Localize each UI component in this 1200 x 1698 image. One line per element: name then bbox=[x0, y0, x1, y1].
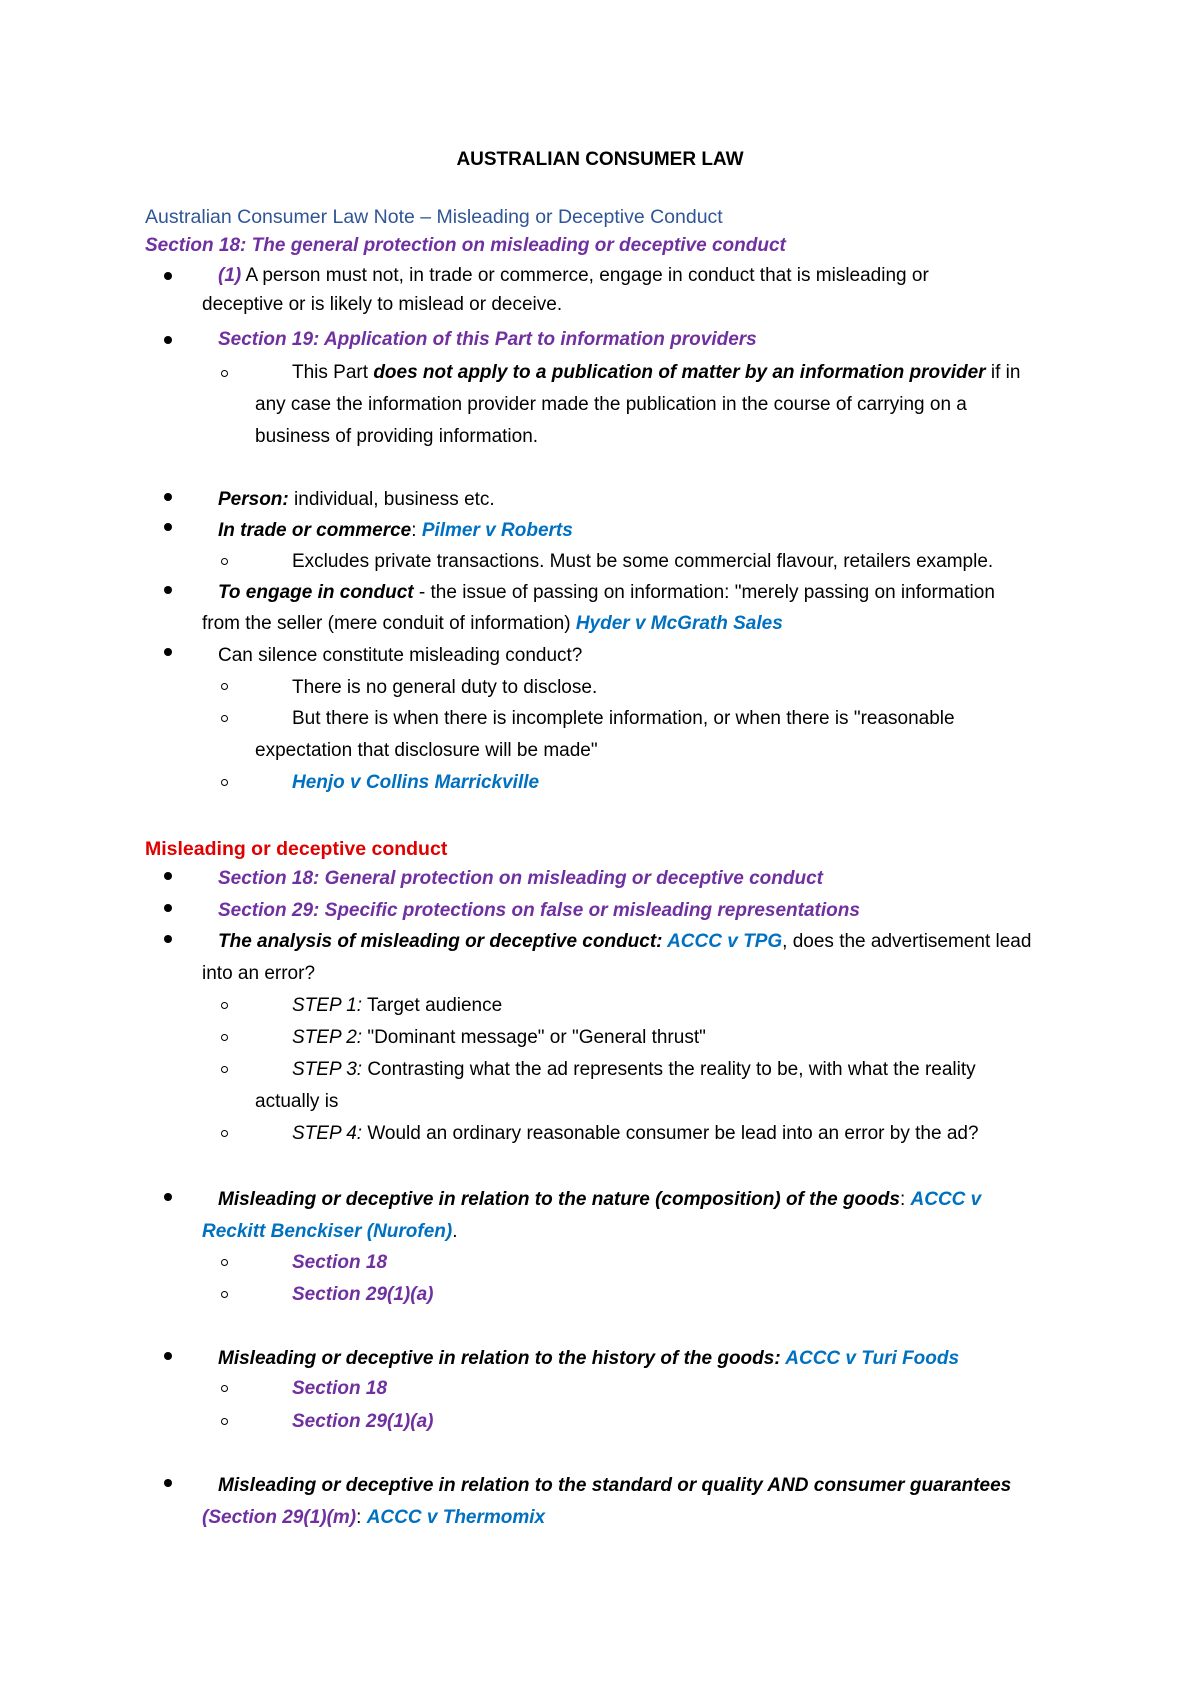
sub-bullet-circle bbox=[221, 558, 228, 565]
step-text: "Dominant message" or "General thrust" bbox=[362, 1027, 706, 1048]
bullet-text: from the seller (mere conduit of information) bbox=[202, 613, 576, 634]
bullet-standard-cont bbox=[202, 1505, 545, 1531]
step-label: STEP 2: bbox=[292, 1027, 363, 1048]
step-text: Would an ordinary reasonable consumer be lead into an error by the ad? bbox=[362, 1123, 979, 1144]
bullet-dot bbox=[164, 1193, 172, 1201]
case-citation: Hyder v McGrath Sales bbox=[575, 613, 783, 634]
step-label: STEP 4: bbox=[292, 1123, 363, 1144]
bullet-engage-conduct bbox=[218, 580, 995, 606]
bullet-item-1 bbox=[218, 263, 929, 289]
bullet-dot bbox=[164, 523, 172, 531]
step-label: STEP 1: bbox=[292, 995, 363, 1016]
text-run: : bbox=[411, 520, 422, 541]
bullet-dot bbox=[164, 1479, 172, 1487]
case-citation: ACCC v Turi Foods bbox=[785, 1348, 960, 1369]
bullet-nature-cont bbox=[202, 1219, 458, 1245]
step-item bbox=[292, 1025, 706, 1051]
bullet-person bbox=[218, 487, 495, 513]
sub-bullet-circle bbox=[221, 1130, 228, 1137]
text-run: : bbox=[899, 1189, 911, 1210]
bullet-dot bbox=[164, 586, 172, 594]
sub-bullet-circle bbox=[221, 1291, 228, 1298]
section-19-text bbox=[292, 360, 1020, 386]
term-label: The analysis of misleading or deceptive conduct: bbox=[218, 931, 668, 952]
sub-bullet-circle bbox=[221, 683, 228, 690]
step-text: Target audience bbox=[362, 995, 503, 1016]
sub-bullet-text: Excludes private transactions. Must be some commercial flavour, retailers example. bbox=[292, 551, 994, 572]
bullet-history bbox=[218, 1346, 959, 1372]
step-item bbox=[292, 1057, 976, 1083]
note-heading: Australian Consumer Law Note – Misleading or Deceptive Conduct bbox=[145, 206, 723, 228]
term-label: In trade or commerce bbox=[218, 520, 412, 541]
case-citation: Pilmer v Roberts bbox=[421, 520, 573, 541]
case-citation: ACCC v Thermomix bbox=[366, 1507, 546, 1528]
bullet-dot bbox=[164, 872, 172, 880]
step-item bbox=[292, 993, 502, 1019]
bullet-dot bbox=[164, 272, 172, 280]
bullet-dot bbox=[164, 493, 172, 501]
bullet-analysis-cont: into an error? bbox=[202, 963, 316, 984]
sub-bullet-text: There is no general duty to disclose. bbox=[292, 677, 598, 698]
step-item bbox=[292, 1121, 979, 1147]
bullet-text: , does the advertisement lead bbox=[782, 931, 1032, 952]
section-reference: Section 29(1)(a) bbox=[292, 1411, 434, 1432]
sub-bullet-circle bbox=[221, 715, 228, 722]
term-label: Misleading or deceptive in relation to the history of the goods: bbox=[218, 1348, 786, 1369]
bullet-dot bbox=[164, 1352, 172, 1360]
bullet-dot bbox=[164, 336, 172, 344]
bullet-text: A person must not, in trade or commerce, engage in conduct that is misleading or bbox=[241, 265, 929, 286]
bullet-engage-conduct-cont bbox=[202, 611, 783, 637]
section-19-text-cont: business of providing information. bbox=[255, 426, 539, 447]
text-run: This Part bbox=[292, 362, 374, 383]
bullet-dot bbox=[164, 648, 172, 656]
subsection-number: (1) bbox=[218, 265, 242, 286]
step-text: Contrasting what the ad represents the reality to be, with what the reality bbox=[362, 1059, 976, 1080]
emphasis-text: does not apply to a publication of matter by an information provider bbox=[373, 362, 986, 383]
term-label: Person: bbox=[218, 489, 289, 510]
case-citation: Reckitt Benckiser (Nurofen) bbox=[202, 1221, 453, 1242]
section-reference: (Section 29(1)(m) bbox=[202, 1507, 357, 1528]
term-label: To engage in conduct bbox=[218, 582, 414, 603]
bullet-standard: Misleading or deceptive in relation to the standard or quality AND consumer guarantees bbox=[218, 1475, 1012, 1496]
bullet-analysis bbox=[218, 929, 1031, 955]
sub-bullet-circle bbox=[221, 1259, 228, 1266]
step-item-cont: actually is bbox=[255, 1091, 339, 1112]
sub-bullet-circle bbox=[221, 779, 228, 786]
sub-bullet-circle bbox=[221, 1418, 228, 1425]
sub-bullet-circle bbox=[221, 1034, 228, 1041]
sub-bullet-text-cont: expectation that disclosure will be made" bbox=[255, 740, 598, 761]
section-18-heading: Section 18: The general protection on misleading or deceptive conduct bbox=[145, 235, 786, 256]
section-19-heading: Section 19: Application of this Part to information providers bbox=[218, 329, 757, 350]
case-citation: ACCC v bbox=[910, 1189, 982, 1210]
section-heading-misleading: Misleading or deceptive conduct bbox=[145, 838, 448, 860]
bullet-item-1-cont: deceptive or is likely to mislead or deceive. bbox=[202, 294, 563, 315]
bullet-trade-commerce bbox=[218, 518, 573, 544]
sub-bullet-circle bbox=[221, 370, 228, 377]
text-run: : bbox=[356, 1507, 367, 1528]
bullet-dot bbox=[164, 935, 172, 943]
text-run: if in bbox=[985, 362, 1021, 383]
section-reference: Section 18 bbox=[292, 1252, 388, 1273]
bullet-section-18: Section 18: General protection on misleading or deceptive conduct bbox=[218, 868, 823, 889]
term-label: Misleading or deceptive in relation to the nature (composition) of the goods bbox=[218, 1189, 900, 1210]
bullet-text: - the issue of passing on information: "merely passing on information bbox=[413, 582, 995, 603]
bullet-dot bbox=[164, 904, 172, 912]
sub-bullet-circle bbox=[221, 1066, 228, 1073]
sub-bullet-circle bbox=[221, 1002, 228, 1009]
bullet-text: individual, business etc. bbox=[288, 489, 495, 510]
bullet-nature bbox=[218, 1187, 981, 1213]
sub-bullet-circle bbox=[221, 1385, 228, 1392]
bullet-section-29: Section 29: Specific protections on false or misleading representations bbox=[218, 900, 860, 921]
section-reference: Section 29(1)(a) bbox=[292, 1284, 434, 1305]
section-reference: Section 18 bbox=[292, 1378, 388, 1399]
bullet-silence: Can silence constitute misleading conduct? bbox=[218, 645, 583, 666]
document-title: AUSTRALIAN CONSUMER LAW bbox=[456, 149, 744, 170]
sub-bullet-text: But there is when there is incomplete information, or when there is "reasonable bbox=[292, 708, 955, 729]
case-citation: ACCC v TPG bbox=[667, 931, 783, 952]
section-19-text-cont: any case the information provider made the publication in the course of carrying on a bbox=[255, 394, 967, 415]
step-label: STEP 3: bbox=[292, 1059, 363, 1080]
text-run: . bbox=[452, 1221, 458, 1242]
case-citation: Henjo v Collins Marrickville bbox=[292, 772, 540, 793]
